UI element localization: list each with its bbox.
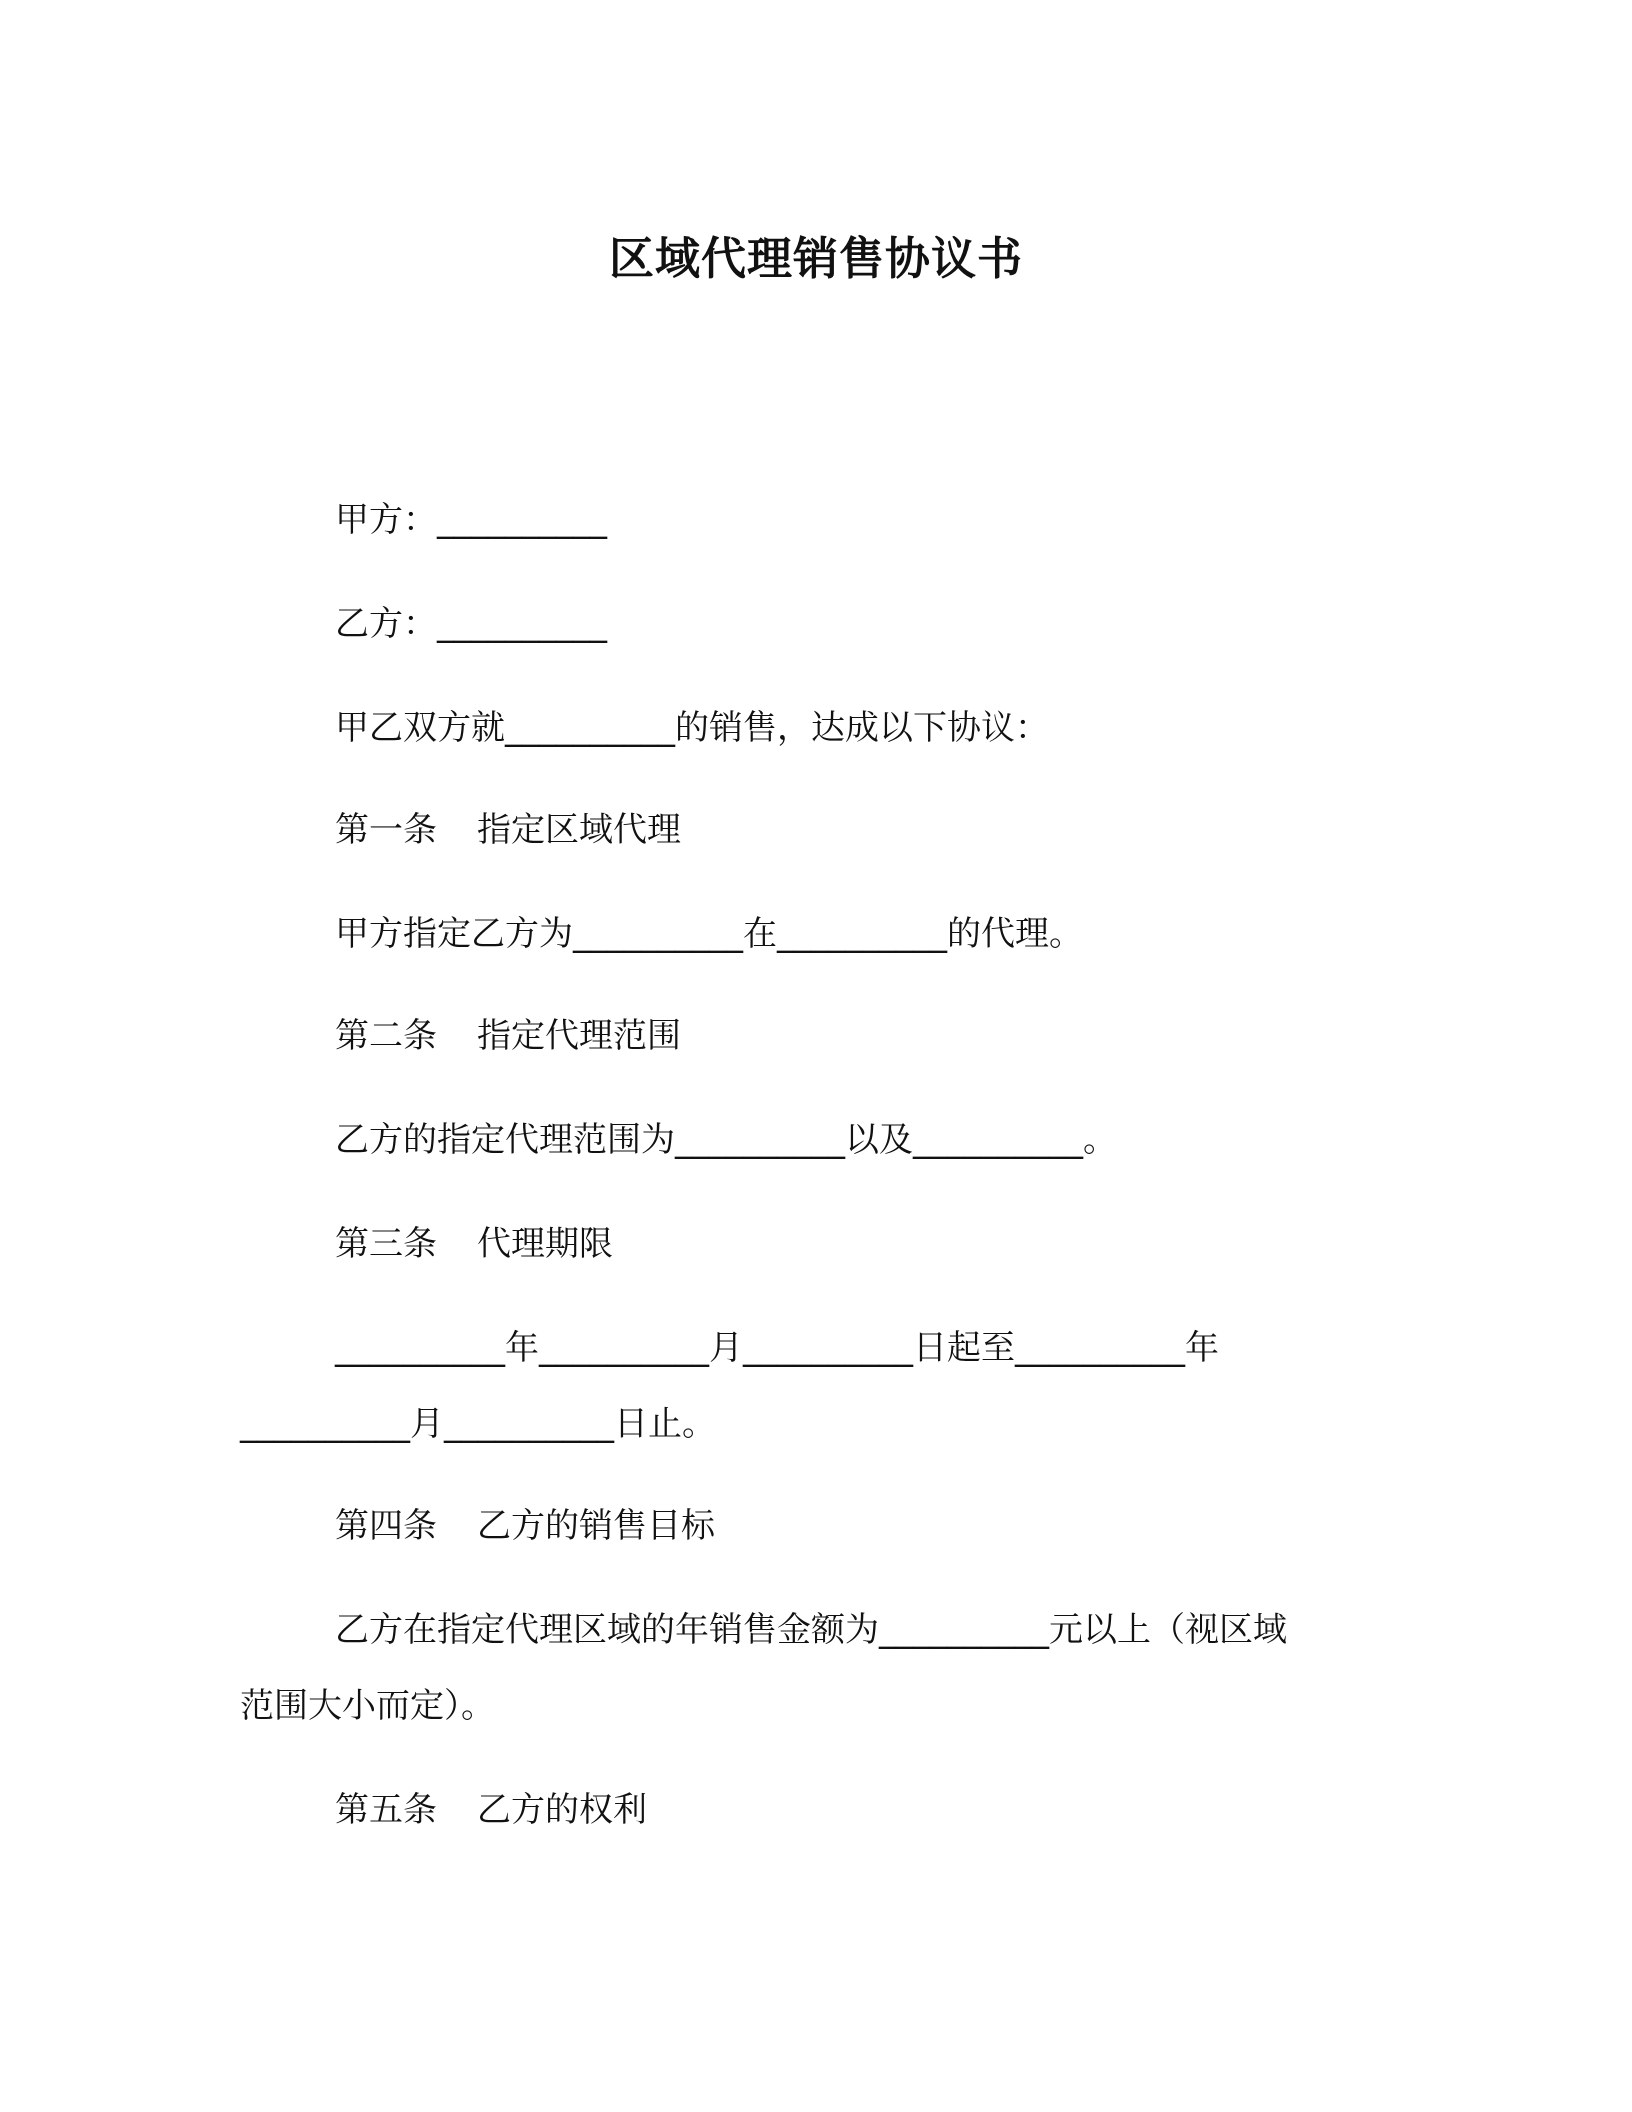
- article-4-heading: [335, 1502, 715, 1550]
- article-4-text-line-1: 乙方在指定代理区域的年销售金额为__________元以上（视区域: [335, 1610, 1287, 1650]
- article-1-heading: [335, 806, 681, 854]
- article-2-number: 第二条: [335, 1016, 437, 1056]
- article-2-heading: [335, 1012, 681, 1060]
- intro-line: 甲乙双方就__________的销售，达成以下协议：: [335, 708, 1049, 748]
- party-b-line: 乙方：__________: [335, 604, 607, 644]
- article-3-number: 第三条: [335, 1224, 437, 1264]
- article-3-heading: [335, 1220, 613, 1268]
- article-1-title: 指定区域代理: [477, 810, 681, 850]
- article-3-text-line-1: __________年__________月__________日起至__________年: [335, 1328, 1219, 1368]
- article-1-number: 第一条: [335, 810, 437, 850]
- article-2-title: 指定代理范围: [477, 1016, 681, 1056]
- article-3-title: 代理期限: [477, 1224, 613, 1264]
- article-4-number: 第四条: [335, 1506, 437, 1546]
- article-5-title: 乙方的权利: [477, 1790, 647, 1830]
- article-4-text-line-2: 范围大小而定）。: [240, 1686, 495, 1726]
- article-4-title: 乙方的销售目标: [477, 1506, 715, 1546]
- article-2-text: 乙方的指定代理范围为__________以及__________。: [335, 1120, 1117, 1160]
- article-5-heading: [335, 1786, 647, 1834]
- article-1-text: 甲方指定乙方为__________在__________的代理。: [335, 914, 1083, 954]
- article-3-text-line-2: __________月__________日止。: [240, 1404, 716, 1444]
- article-5-number: 第五条: [335, 1790, 437, 1830]
- party-a-line: 甲方：__________: [335, 500, 607, 540]
- document-title: 区域代理销售协议书: [608, 232, 1023, 285]
